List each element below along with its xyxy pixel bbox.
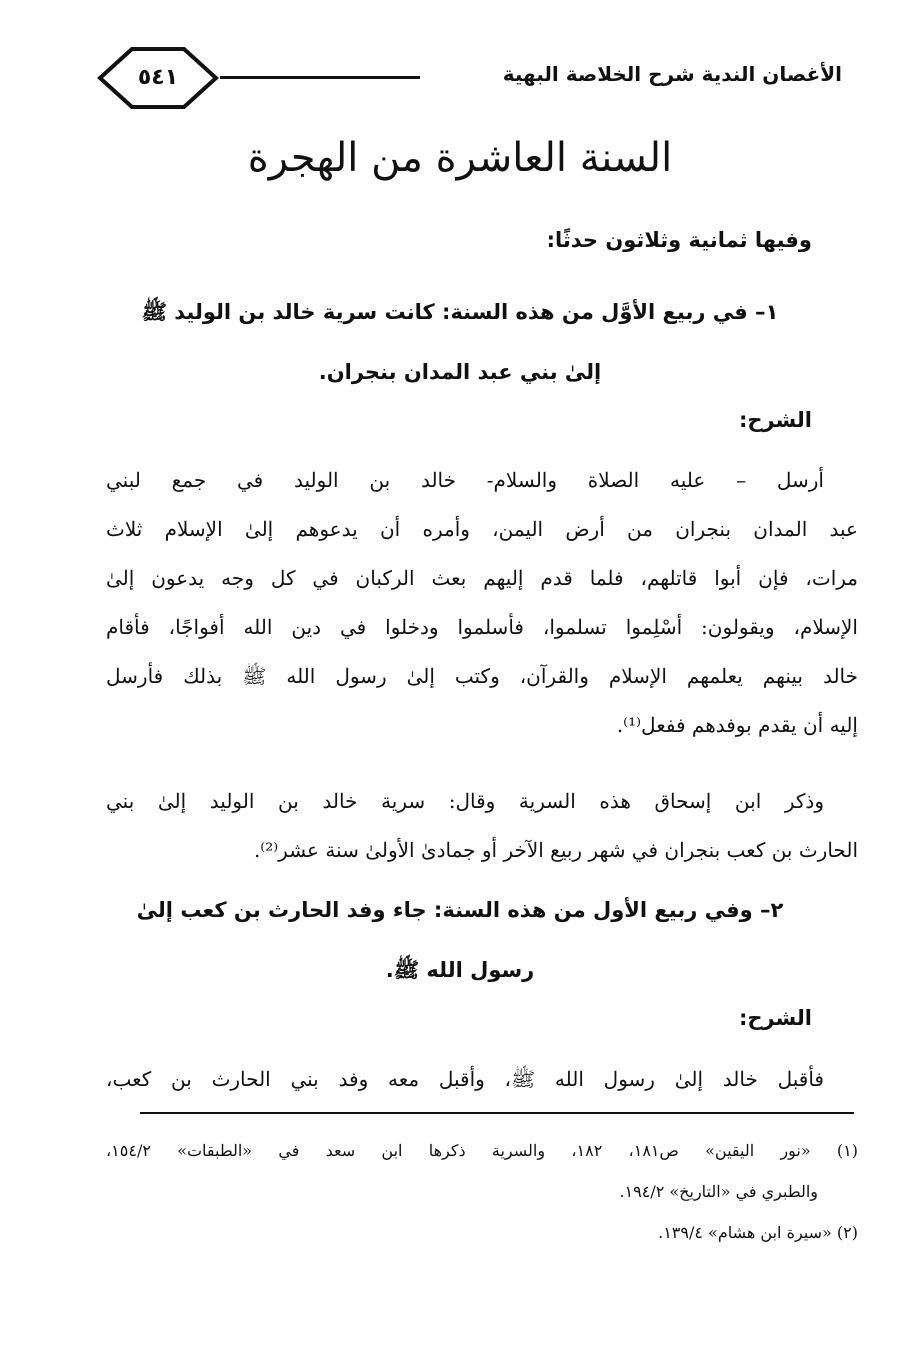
chapter-title: السنة العاشرة من الهجرة <box>247 135 673 181</box>
page-number: ٥٤١ <box>137 65 179 90</box>
paragraph-line: وذكر ابن إسحاق هذه السرية وقال: سرية خالد بن الوليد إلىٰ بني <box>106 789 824 813</box>
body-paragraph <box>106 456 858 750</box>
footnote-line: (١) «نور اليقين» ص١٨١، ١٨٢، والسرية ذكرها ابن سعد في «الطبقات» ١٥٤/٢، <box>106 1141 859 1160</box>
paragraph-line: الحارث بن كعب بنجران في شهر ربيع الآخر أو جمادىٰ الأولىٰ سنة عشر⁽²⁾. <box>253 838 858 862</box>
paragraph-line: الإسلام، ويقولون: أسْلِموا تسلموا، فأسلموا ودخلوا في دين الله أفواجًا، فأقام <box>106 615 858 639</box>
sharh-label: الشرح: <box>738 408 812 432</box>
running-title: الأغصان الندية شرح الخلاصة البهية <box>502 62 842 86</box>
footnote-separator <box>140 1112 854 1114</box>
header-rule <box>220 76 420 79</box>
item-heading <box>100 880 820 1000</box>
body-paragraph <box>106 1055 858 1104</box>
paragraph-line: أرسل – عليه الصلاة والسلام- خالد بن الوليد في جمع لبني <box>106 468 824 492</box>
paragraph-line: خالد بينهم يعلمهم الإسلام والقرآن، وكتب إلىٰ رسول الله ﷺ بذلك فأرسل <box>106 664 858 688</box>
sharh-label: الشرح: <box>738 1006 812 1030</box>
footnotes <box>106 1130 858 1253</box>
paragraph-line: مرات، فإن أبوا قاتلهم، فلما قدم إليهم بعث الركبان في كل وجه يدعون إلىٰ <box>106 566 859 590</box>
intro-line: وفيها ثمانية وثلاثون حدثًا: <box>546 228 812 252</box>
item-heading-line: ١– في ربيع الأوَّل من هذه السنة: كانت سرية خالد بن الوليد ﷺ <box>141 300 779 324</box>
paragraph-line: فأقبل خالد إلىٰ رسول الله ﷺ، وأقبل معه وفد بني الحارث بن كعب، <box>106 1067 824 1091</box>
footnote-line: (٢) «سيرة ابن هشام» ١٣٩/٤. <box>658 1223 858 1242</box>
item-heading-line: إلىٰ بني عبد المدان بنجران. <box>318 360 602 384</box>
paragraph-line: إليه أن يقدم بوفدهم ففعل⁽¹⁾. <box>616 713 858 737</box>
item-heading <box>100 282 820 402</box>
item-heading-line: رسول الله ﷺ. <box>385 958 535 982</box>
item-heading-line: ٢– وفي ربيع الأول من هذه السنة: جاء وفد الحارث بن كعب إلىٰ <box>136 898 784 922</box>
body-paragraph <box>106 777 858 875</box>
paragraph-line: عبد المدان بنجران من أرض اليمن، وأمره أن يدعوهم إلىٰ الإسلام ثلاث <box>106 517 858 541</box>
footnote-line: والطبري في «التاريخ» ١٩٤/٢. <box>619 1182 818 1201</box>
